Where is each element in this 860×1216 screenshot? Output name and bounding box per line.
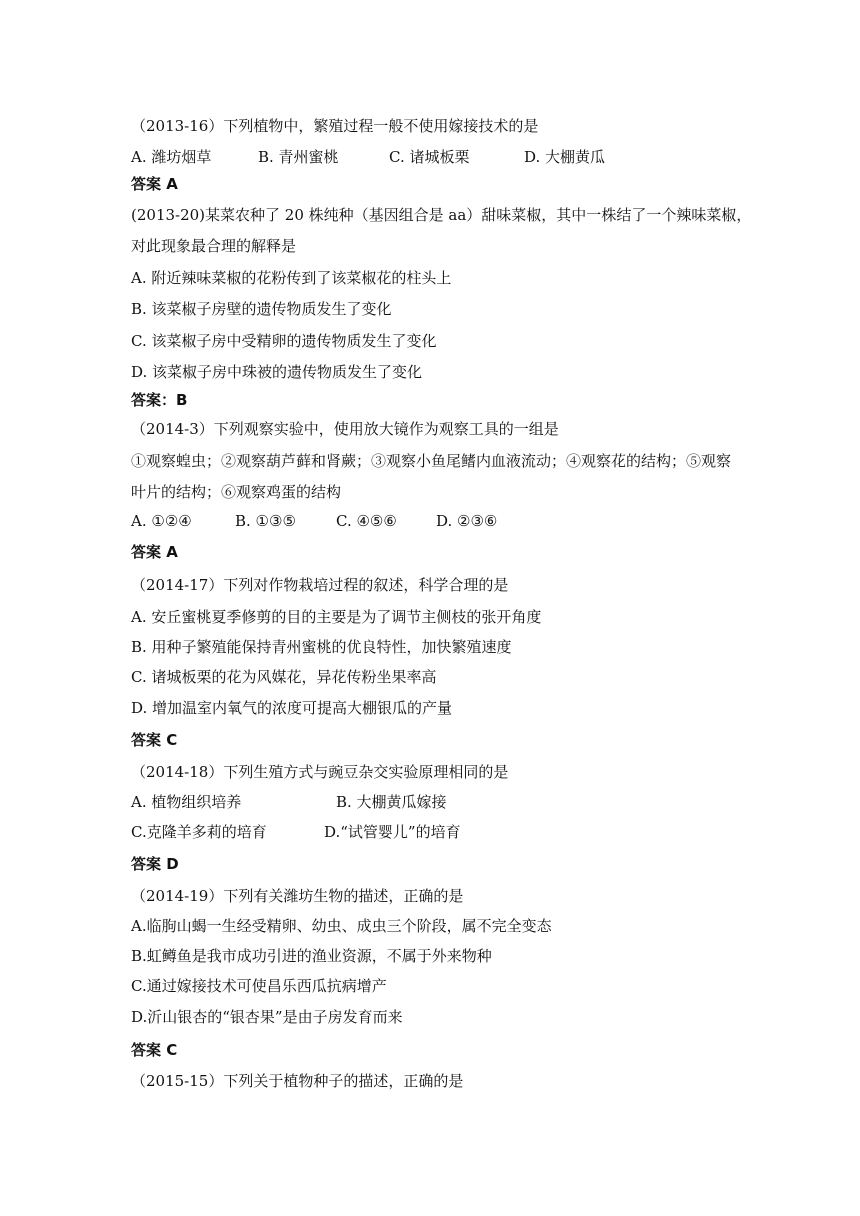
option-a: A.临朐山蝎一生经受精卵、幼虫、成虫三个阶段，属不完全变态 [131,917,552,935]
option-d: D.“试管婴儿”的培育 [324,823,461,841]
question-2014-19-stem: （2014-19）下列有关潍坊生物的描述，正确的是 [131,887,464,905]
answer-2014-19: 答案 C [131,1041,178,1059]
option-d: D. 该菜椒子房中珠被的遗传物质发生了变化 [131,363,423,381]
question-2014-3-items-line1: ①观察蝗虫；②观察葫芦藓和肾蕨；③观察小鱼尾鳍内血液流动；④观察花的结构；⑤观察 [131,452,732,470]
answer-2013-20: 答案：B [131,391,188,409]
answer-2014-17: 答案 C [131,731,178,749]
question-2013-16-stem: （2013-16）下列植物中，繁殖过程一般不使用嫁接技术的是 [131,117,539,135]
question-2013-20-stem-line1: (2013-20)某菜农种了 20 株纯种（基因组合是 aa）甜味菜椒，其中一株结了一个辣味菜椒， [131,206,752,224]
option-d: D. ②③⑥ [436,512,498,530]
option-b: B. 该菜椒子房壁的遗传物质发生了变化 [131,300,392,318]
question-2014-17-stem: （2014-17）下列对作物栽培过程的叙述，科学合理的是 [131,576,509,594]
question-2014-3-stem: （2014-3）下列观察实验中，使用放大镜作为观察工具的一组是 [131,420,559,438]
answer-2014-3: 答案 A [131,543,178,561]
answer-2013-16: 答案 A [131,175,178,193]
question-2013-20-stem-line2: 对此现象最合理的解释是 [131,237,297,255]
answer-2014-18: 答案 D [131,855,179,873]
option-b: B. 青州蜜桃 [258,148,339,166]
option-c: C. ④⑤⑥ [336,512,397,530]
option-c: C.通过嫁接技术可使昌乐西瓜抗病增产 [131,977,387,995]
question-2014-3-items-line2: 叶片的结构；⑥观察鸡蛋的结构 [131,483,342,501]
option-c: C. 该菜椒子房中受精卵的遗传物质发生了变化 [131,332,437,350]
option-d: D.沂山银杏的“银杏果”是由子房发育而来 [131,1008,403,1026]
option-a: A. 潍坊烟草 [131,148,212,166]
option-c: C.克隆羊多莉的培育 [131,823,267,841]
option-d: D. 增加温室内氧气的浓度可提高大棚银瓜的产量 [131,699,453,717]
question-2014-18-stem: （2014-18）下列生殖方式与豌豆杂交实验原理相同的是 [131,763,509,781]
option-a: A. 安丘蜜桃夏季修剪的目的主要是为了调节主侧枝的张开角度 [131,608,542,626]
option-d: D. 大棚黄瓜 [524,148,606,166]
option-a: A. 附近辣味菜椒的花粉传到了该菜椒花的柱头上 [131,269,452,287]
option-a: A. 植物组织培养 [131,793,242,811]
option-b: B.虹鳟鱼是我市成功引进的渔业资源，不属于外来物种 [131,947,492,965]
option-c: C. 诸城板栗 [389,148,470,166]
option-b: B. 大棚黄瓜嫁接 [336,793,447,811]
option-b: B. 用种子繁殖能保持青州蜜桃的优良特性，加快繁殖速度 [131,638,512,656]
option-a: A. ①②④ [131,512,192,530]
option-c: C. 诸城板栗的花为风媒花，异花传粉坐果率高 [131,668,437,686]
question-2015-15-stem: （2015-15）下列关于植物种子的描述，正确的是 [131,1072,464,1090]
option-b: B. ①③⑤ [235,512,296,530]
